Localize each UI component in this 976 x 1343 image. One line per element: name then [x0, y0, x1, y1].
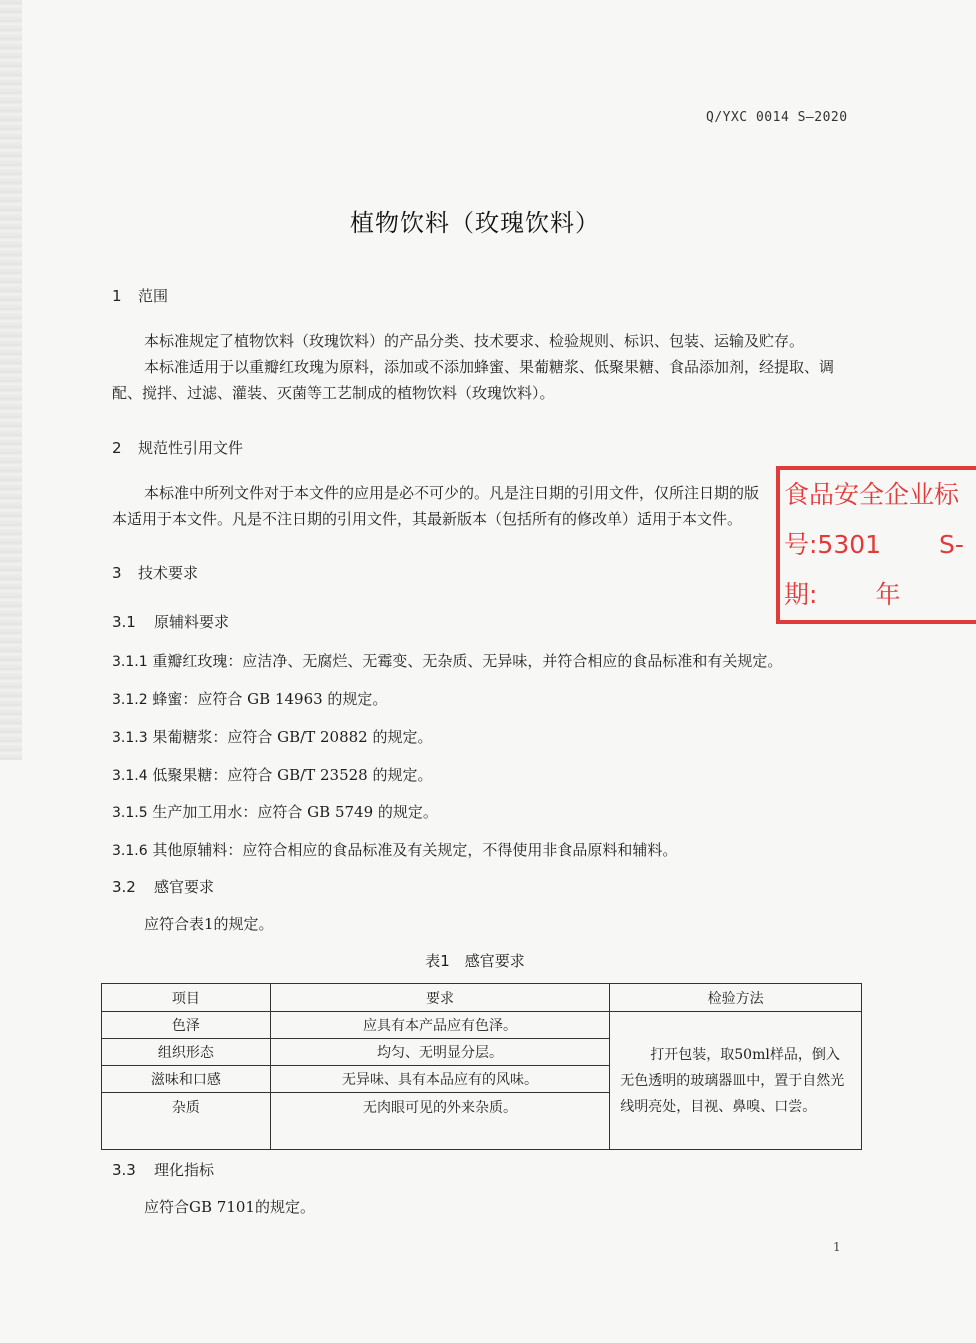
stamp-line-2 — [784, 520, 976, 570]
cell-requirement: 应具有本产品应有色泽。 — [270, 1012, 610, 1039]
section-3-1-heading — [112, 611, 229, 632]
cell-requirement: 无异味、具有本品应有的风味。 — [270, 1066, 610, 1093]
section-number: 1 — [112, 287, 122, 305]
document-code: Q/YXC 0014 S—2020 — [706, 110, 848, 125]
section-2-paragraph: 本标准中所列文件对于本文件的应用是必不可少的。凡是注日期的引用文件，仅所注日期的版本适用于本文件。凡是不注日期的引用文件，其最新版本（包括所有的修改单）适用于本文件。 — [112, 484, 760, 528]
document-title: 植物饮料（玫瑰饮料） — [350, 209, 600, 237]
scan-edge-artifact — [0, 0, 22, 760]
section-3-2-heading — [112, 876, 214, 897]
section-3-3-paragraph: 应符合GB 7101的规定。 — [144, 1198, 315, 1216]
item-number: 3.1.2 — [112, 692, 148, 708]
requirement-item — [112, 839, 677, 860]
section-1-heading — [112, 285, 168, 306]
table-row — [102, 1012, 862, 1039]
section-title: 原辅料要求 — [154, 613, 230, 631]
section-2-heading — [112, 437, 243, 458]
section-title: 范围 — [138, 287, 169, 305]
requirement-item — [112, 650, 782, 671]
item-number: 3.1.5 — [112, 805, 148, 821]
cell-item: 色泽 — [102, 1012, 271, 1039]
item-number: 3.1.4 — [112, 768, 148, 784]
item-text: 果葡糖浆：应符合 GB/T 20882 的规定。 — [152, 728, 433, 746]
cell-item: 杂质 — [102, 1093, 271, 1150]
cell-requirement: 均匀、无明显分层。 — [270, 1039, 610, 1066]
cell-item: 组织形态 — [102, 1039, 271, 1066]
page-number: 1 — [833, 1240, 841, 1254]
table-1-caption: 表1 感官要求 — [425, 952, 525, 970]
column-header-method: 检验方法 — [610, 984, 862, 1012]
cell-test-method: 打开包装，取50ml样品，倒入无色透明的玻璃器皿中，置于自然光线明亮处，目视、鼻嗅、口尝。 — [610, 1012, 862, 1150]
section-title: 技术要求 — [138, 564, 199, 582]
column-header-requirement: 要求 — [270, 984, 610, 1012]
section-number: 3 — [112, 564, 122, 582]
cell-item: 滋味和口感 — [102, 1066, 271, 1093]
item-text: 重瓣红玫瑰：应洁净、无腐烂、无霉变、无杂质、无异味，并符合相应的食品标准和有关规定。 — [152, 652, 783, 670]
item-text: 蜂蜜：应符合 GB 14963 的规定。 — [152, 690, 388, 708]
table-header-row — [102, 984, 862, 1012]
registration-stamp — [776, 466, 976, 624]
section-number: 3.3 — [112, 1161, 136, 1179]
section-number: 3.1 — [112, 613, 136, 631]
section-number: 3.2 — [112, 878, 136, 896]
section-1-paragraph-1: 本标准规定了植物饮料（玫瑰饮料）的产品分类、技术要求、检验规则、标识、包装、运输及贮存。 — [144, 332, 805, 350]
item-number: 3.1.1 — [112, 654, 148, 670]
requirement-item — [112, 801, 438, 822]
item-number: 3.1.3 — [112, 730, 148, 746]
item-text: 低聚果糖：应符合 GB/T 23528 的规定。 — [152, 766, 433, 784]
requirement-item — [112, 726, 433, 747]
stamp-number: 号:5301 — [784, 530, 882, 559]
section-3-3-heading — [112, 1159, 214, 1180]
section-number: 2 — [112, 439, 122, 457]
sensory-requirements-table — [101, 983, 862, 1150]
stamp-line-1: 食品安全企业标 — [784, 480, 960, 509]
column-header-item: 项目 — [102, 984, 271, 1012]
stamp-date-label: 期: — [784, 580, 818, 609]
requirement-item — [112, 764, 433, 785]
section-title: 理化指标 — [154, 1161, 215, 1179]
cell-requirement: 无肉眼可见的外来杂质。 — [270, 1093, 610, 1150]
requirement-item — [112, 688, 387, 709]
stamp-year: 年 — [875, 580, 901, 609]
section-3-2-paragraph: 应符合表1的规定。 — [144, 915, 274, 933]
stamp-line-3 — [784, 570, 976, 620]
stamp-suffix: S- — [939, 530, 964, 559]
item-text: 其他原辅料：应符合相应的食品标准及有关规定，不得使用非食品原料和辅料。 — [152, 841, 678, 859]
section-title: 感官要求 — [154, 878, 215, 896]
section-1-paragraph-2: 本标准适用于以重瓣红玫瑰为原料，添加或不添加蜂蜜、果葡糖浆、低聚果糖、食品添加剂，经提取、调配、搅拌、过滤、灌装、灭菌等工艺制成的植物饮料（玫瑰饮料）。 — [112, 358, 835, 402]
section-3-heading — [112, 562, 198, 583]
item-number: 3.1.6 — [112, 843, 148, 859]
item-text: 生产加工用水：应符合 GB 5749 的规定。 — [152, 803, 438, 821]
section-title: 规范性引用文件 — [138, 439, 244, 457]
